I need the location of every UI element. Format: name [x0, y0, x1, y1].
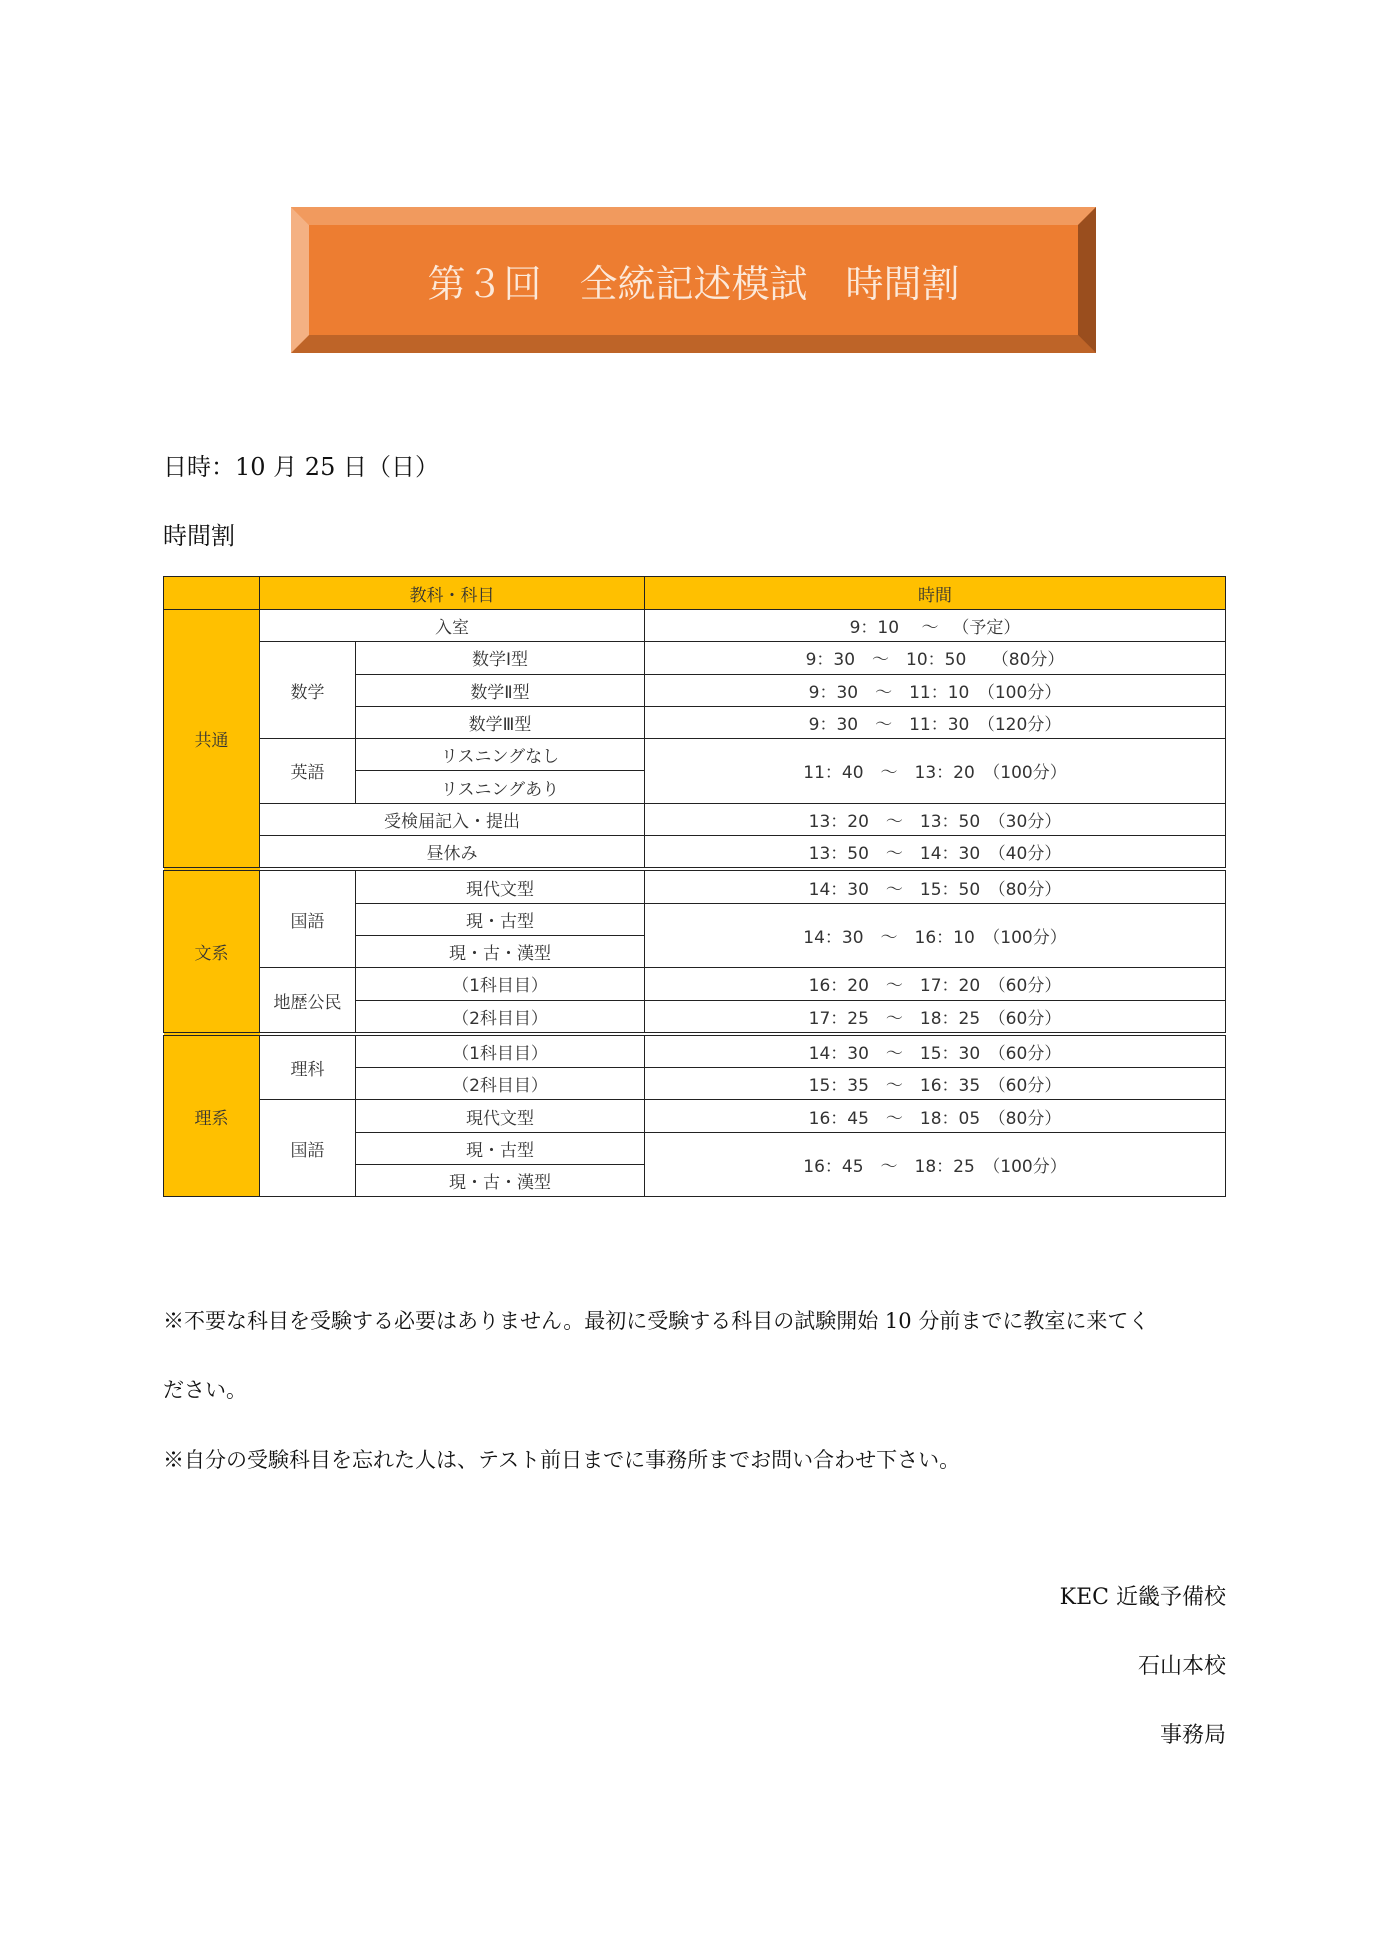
table-row [164, 610, 1226, 642]
date-line: 日時：10 月 25 日（日） [163, 453, 439, 481]
group-science: 理系 [164, 1034, 260, 1197]
time: 13：20 〜 13：50 （30分） [645, 803, 1226, 835]
time: 13：50 〜 14：30 （40分） [645, 836, 1226, 870]
table-row [164, 869, 1226, 903]
table-row [164, 1100, 1226, 1132]
time: 9：10 〜 （予定） [645, 610, 1226, 642]
item: （1科目目） [356, 1034, 645, 1068]
time: 14：30 〜 16：10 （100分） [645, 903, 1226, 968]
item: リスニングなし [356, 739, 645, 771]
note: ※不要な科目を受験する必要はありません。最初に受験する科目の試験開始 10 分前までに教室に来てく [163, 1309, 1150, 1333]
item: 昼休み [260, 836, 645, 870]
time: 16：45 〜 18：25 （100分） [645, 1132, 1226, 1197]
time: 14：30 〜 15：50 （80分） [645, 869, 1226, 903]
item: 現・古型 [356, 903, 645, 935]
header-subject: 教科・科目 [260, 577, 645, 610]
title-banner [291, 207, 1096, 353]
signature-school: KEC 近畿予備校 [1059, 1585, 1226, 1610]
table-row [164, 968, 1226, 1000]
time: 9：30 〜 11：10 （100分） [645, 674, 1226, 706]
subject-science: 理科 [260, 1034, 356, 1100]
item: 数学Ⅲ型 [356, 706, 645, 738]
table-row [164, 642, 1226, 674]
signature-campus: 石山本校 [1137, 1654, 1226, 1679]
group-humanities: 文系 [164, 869, 260, 1033]
item: （2科目目） [356, 1068, 645, 1100]
item: （2科目目） [356, 1000, 645, 1034]
timetable [163, 576, 1226, 1197]
table-header [164, 577, 1226, 610]
item: 現・古・漢型 [356, 1165, 645, 1197]
header-time: 時間 [645, 577, 1226, 610]
signature-office: 事務局 [1159, 1723, 1226, 1748]
item: 受検届記入・提出 [260, 803, 645, 835]
item: リスニングあり [356, 771, 645, 803]
item: 入室 [260, 610, 645, 642]
item: 数学Ⅱ型 [356, 674, 645, 706]
item: （1科目目） [356, 968, 645, 1000]
subject-japanese: 国語 [260, 869, 356, 967]
item: 現・古・漢型 [356, 935, 645, 967]
time: 16：45 〜 18：05 （80分） [645, 1100, 1226, 1132]
page-title: 第３回 全統記述模試 時間割 [427, 261, 960, 306]
header-blank [164, 577, 260, 610]
item: 現・古型 [356, 1132, 645, 1164]
table-row [164, 1034, 1226, 1068]
time: 16：20 〜 17：20 （60分） [645, 968, 1226, 1000]
note: ※自分の受験科目を忘れた人は、テスト前日までに事務所までお問い合わせ下さい。 [163, 1448, 961, 1472]
table-row [164, 803, 1226, 835]
time: 11：40 〜 13：20 （100分） [645, 739, 1226, 804]
subject-social: 地歴公民 [260, 968, 356, 1034]
time: 9：30 〜 11：30 （120分） [645, 706, 1226, 738]
table-row [164, 739, 1226, 771]
section-heading: 時間割 [163, 522, 235, 550]
group-common: 共通 [164, 610, 260, 870]
item: 現代文型 [356, 1100, 645, 1132]
time: 9：30 〜 10：50 （80分） [645, 642, 1226, 674]
item: 数学Ⅰ型 [356, 642, 645, 674]
subject-english: 英語 [260, 739, 356, 804]
time: 17：25 〜 18：25 （60分） [645, 1000, 1226, 1034]
time: 14：30 〜 15：30 （60分） [645, 1034, 1226, 1068]
item: 現代文型 [356, 869, 645, 903]
table-row [164, 836, 1226, 870]
subject-japanese: 国語 [260, 1100, 356, 1197]
subject-math: 数学 [260, 642, 356, 739]
time: 15：35 〜 16：35 （60分） [645, 1068, 1226, 1100]
note: ださい。 [163, 1378, 247, 1402]
